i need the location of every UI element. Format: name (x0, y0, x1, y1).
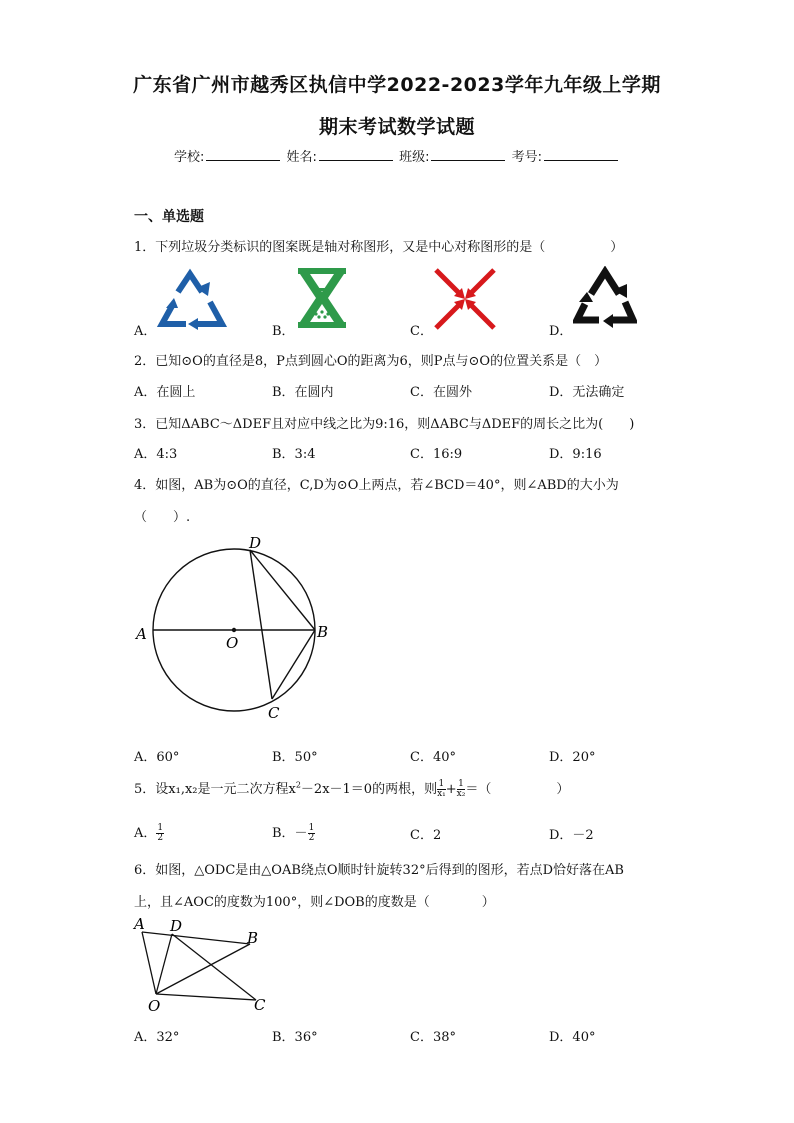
q3-option-c[interactable]: C．16:9 (410, 447, 463, 462)
recycle-blue-icon (156, 266, 228, 332)
class-blank[interactable] (431, 148, 505, 161)
q2-option-c[interactable]: C．在圆外 (410, 385, 472, 400)
label-b: B (317, 623, 329, 641)
number-label: 考号: (511, 150, 542, 165)
q3-option-d[interactable]: D．9:16 (549, 447, 602, 462)
q5-b-prefix: B．－ (272, 826, 308, 841)
name-label: 姓名: (286, 150, 317, 165)
question-6-stem-cont: 上，且∠AOC的度数为100°，则∠DOB的度数是（ ） (134, 895, 495, 910)
page-title-line2: 期末考试数学试题 (318, 116, 475, 138)
segment-ob (156, 944, 250, 994)
question-4-stem-cont: （ ）. (134, 510, 191, 525)
section-heading: 一、单选题 (134, 209, 204, 225)
q3-option-b[interactable]: B．3:4 (272, 447, 316, 462)
segment-oa (142, 932, 156, 994)
q5-stem-part-a: 5．设x₁,x₂是一元二次方程x (134, 782, 296, 797)
label-o: O (148, 997, 161, 1015)
school-label: 学校: (174, 150, 205, 165)
q5-a-numerator: 1 (157, 823, 164, 833)
label-o: O (226, 634, 239, 652)
segment-oc (156, 994, 256, 1000)
q6-option-c[interactable]: C．38° (410, 1030, 456, 1045)
center-point (232, 628, 236, 632)
question-3-stem: 3．已知ΔABC～ΔDEF且对应中线之比为9:16，则ΔABC与ΔDEF的周长之比为( ) (134, 417, 635, 432)
q5-a-fraction (156, 824, 164, 843)
q5-a-prefix: A． (134, 826, 157, 841)
page-title-line1: 广东省广州市越秀区执信中学2022-2023学年九年级上学期 (133, 74, 661, 96)
class-label: 班级: (399, 150, 430, 165)
label-c: C (254, 996, 266, 1014)
q4-option-b[interactable]: B．50° (272, 750, 318, 765)
q1-option-c[interactable]: C． (410, 324, 433, 339)
q5-b-fraction (308, 824, 316, 843)
q5-option-b[interactable] (272, 822, 315, 843)
frac1-denominator: x₁ (437, 789, 446, 799)
q5-stem-part-c: ＝（ ） (465, 782, 570, 797)
label-b: B (247, 929, 259, 947)
label-d: D (170, 917, 183, 935)
question-6-stem: 6．如图，△ODC是由△OAB绕点O顺时针旋转32°后得到的图形，若点D恰好落在AB (134, 863, 624, 878)
q5-option-a[interactable] (134, 822, 164, 843)
rotation-diagram (128, 912, 278, 1016)
segment-od (156, 934, 172, 994)
q5-option-c[interactable]: C．2 (410, 828, 442, 843)
q6-option-a[interactable]: A．32° (134, 1030, 180, 1045)
segment-cb (272, 630, 315, 699)
label-c: C (268, 704, 280, 722)
q5-exponent: 2 (295, 780, 301, 790)
q4-option-a[interactable]: A．60° (134, 750, 180, 765)
question-1-stem: 1．下列垃圾分类标识的图案既是轴对称图形，又是中心对称图形的是（ ） (134, 240, 624, 255)
q1-option-d[interactable]: D． (549, 324, 573, 339)
label-a: A (134, 915, 145, 933)
student-info-row (0, 146, 794, 165)
q2-option-b[interactable]: B．在圆内 (272, 385, 334, 400)
q5-b-numerator: 1 (308, 823, 315, 833)
q5-fraction-1 (437, 780, 446, 799)
q5-a-denominator: 2 (157, 833, 164, 843)
label-d: D (249, 534, 262, 552)
q2-option-a[interactable]: A．在圆上 (134, 385, 196, 400)
q4-option-d[interactable]: D．20° (549, 750, 596, 765)
hourglass-green-icon (296, 266, 348, 332)
number-blank[interactable] (544, 148, 618, 161)
question-4-stem: 4．如图，AB为⊙O的直径，C,D为⊙O上两点，若∠BCD＝40°，则∠ABD的大小为 (134, 478, 619, 493)
q4-option-c[interactable]: C．40° (410, 750, 456, 765)
q3-option-a[interactable]: A．4:3 (134, 447, 178, 462)
question-2-stem: 2．已知⊙O的直径是8，P点到圆心O的距离为6，则P点与⊙O的位置关系是（ ） (134, 354, 608, 369)
q5-stem-part-b: －2x－1＝0的两根，则 (300, 782, 438, 797)
q6-option-b[interactable]: B．36° (272, 1030, 318, 1045)
name-blank[interactable] (319, 148, 393, 161)
q5-plus: + (445, 782, 457, 797)
recycle-black-icon (573, 266, 637, 330)
q2-option-d[interactable]: D．无法确定 (549, 385, 625, 400)
question-5-stem (134, 778, 569, 799)
q6-option-d[interactable]: D．40° (549, 1030, 596, 1045)
school-blank[interactable] (206, 148, 280, 161)
frac2-denominator: x₂ (456, 789, 466, 799)
segment-ab (142, 932, 250, 944)
q5-b-denominator: 2 (308, 833, 315, 843)
q1-option-b[interactable]: B． (272, 324, 295, 339)
label-a: A (136, 625, 147, 643)
circle-diagram (130, 532, 340, 728)
frac2-numerator: 1 (458, 779, 464, 789)
frac1-numerator: 1 (438, 779, 445, 789)
arrows-red-icon (432, 266, 498, 332)
q1-option-a[interactable]: A． (134, 324, 157, 339)
q5-option-d[interactable]: D．－2 (549, 828, 594, 843)
